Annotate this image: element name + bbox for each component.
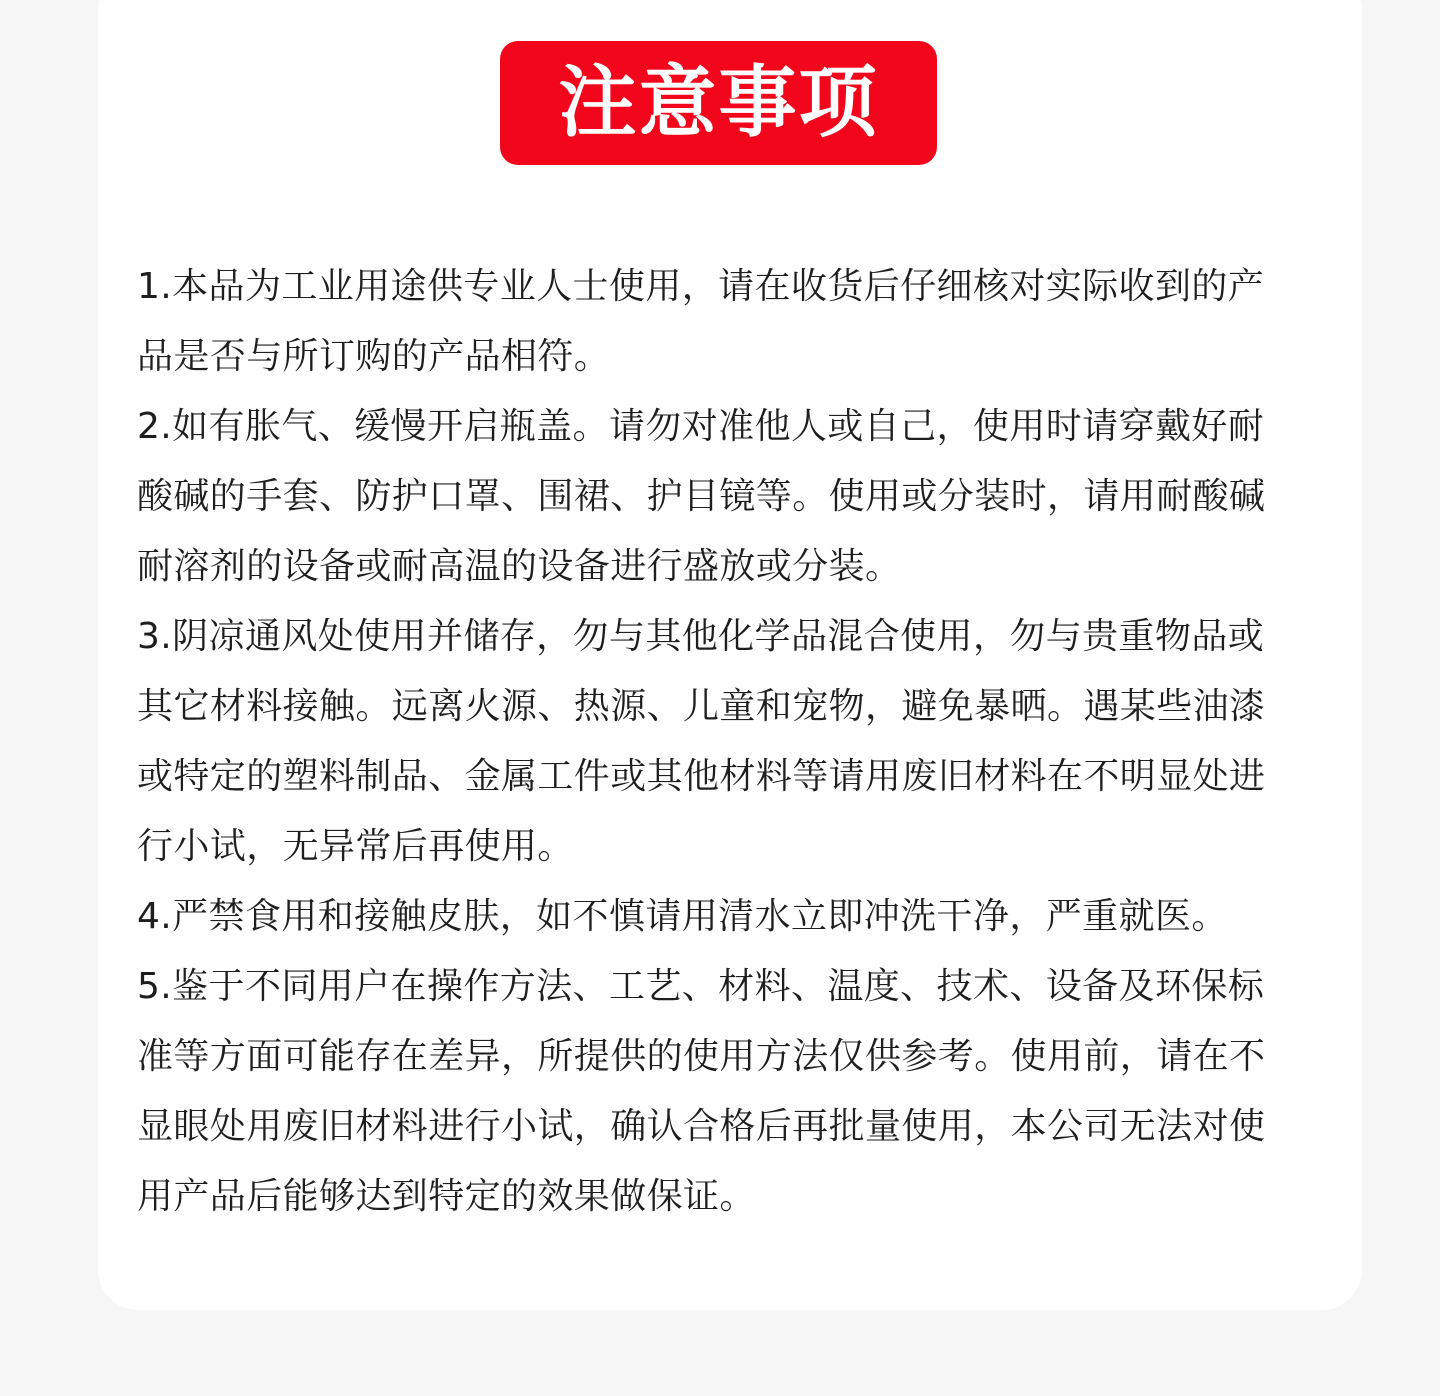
note-line: 行小试，无异常后再使用。 xyxy=(137,826,574,867)
title-badge xyxy=(500,41,937,165)
note-line: 或特定的塑料制品、金属工件或其他材料等请用废旧材料在不明显处进 xyxy=(137,756,1266,797)
note-line: 4.严禁食用和接触皮肤，如不慎请用清水立即冲洗干净，严重就医。 xyxy=(137,896,1228,937)
note-line: 其它材料接触。远离火源、热源、儿童和宠物，避免暴晒。遇某些油漆 xyxy=(137,686,1266,727)
page-title: 注意事项 xyxy=(558,58,879,148)
note-line: 准等方面可能存在差异，所提供的使用方法仅供参考。使用前，请在不 xyxy=(137,1036,1266,1077)
note-item-1 xyxy=(137,252,1337,392)
note-line: 5.鉴于不同用户在操作方法、工艺、材料、温度、技术、设备及环保标 xyxy=(137,966,1265,1007)
note-item-5 xyxy=(137,952,1337,1232)
note-item-2 xyxy=(137,392,1337,602)
note-item-3 xyxy=(137,602,1337,882)
note-item-4 xyxy=(137,882,1337,952)
note-line: 耐溶剂的设备或耐高温的设备进行盛放或分装。 xyxy=(137,546,902,587)
note-line: 2.如有胀气、缓慢开启瓶盖。请勿对准他人或自己，使用时请穿戴好耐 xyxy=(137,406,1265,447)
note-line: 1.本品为工业用途供专业人士使用，请在收货后仔细核对实际收到的产 xyxy=(137,266,1265,307)
note-line: 酸碱的手套、防护口罩、围裙、护目镜等。使用或分装时，请用耐酸碱 xyxy=(137,476,1266,517)
note-line: 3.阴凉通风处使用并储存，勿与其他化学品混合使用，勿与贵重物品或 xyxy=(137,616,1265,657)
note-line: 品是否与所订购的产品相符。 xyxy=(137,336,611,377)
note-line: 显眼处用废旧材料进行小试，确认合格后再批量使用，本公司无法对使 xyxy=(137,1106,1266,1147)
note-line: 用产品后能够达到特定的效果做保证。 xyxy=(137,1176,756,1217)
notes-list xyxy=(137,252,1337,1232)
